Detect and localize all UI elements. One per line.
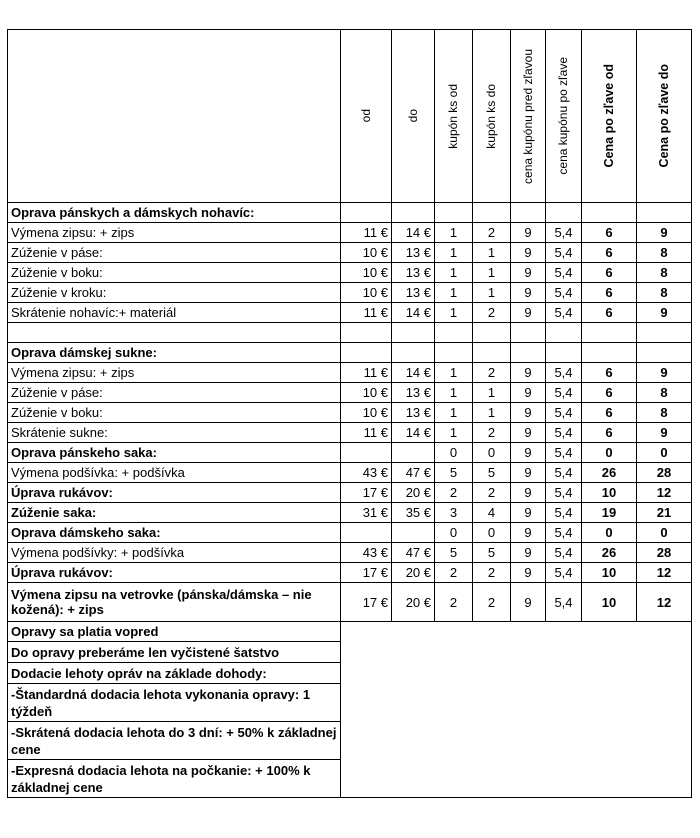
kupon-od: 5 bbox=[435, 543, 473, 563]
kupon-price-after: 5,4 bbox=[546, 523, 582, 543]
discount-price-do: 8 bbox=[637, 283, 692, 303]
kupon-do: 2 bbox=[473, 303, 511, 323]
price-table bbox=[7, 29, 692, 798]
discount-price-od: 6 bbox=[582, 383, 637, 403]
item-name: Oprava pánskeho saka: bbox=[8, 443, 341, 463]
kupon-price-after: 5,4 bbox=[546, 263, 582, 283]
discount-price-od bbox=[582, 203, 637, 223]
table-row bbox=[8, 263, 692, 283]
price-od: 10 € bbox=[341, 243, 392, 263]
item-name bbox=[8, 323, 341, 343]
kupon-price-before: 9 bbox=[511, 503, 546, 523]
kupon-od: 1 bbox=[435, 243, 473, 263]
discount-price-od: 6 bbox=[582, 223, 637, 243]
table-row bbox=[8, 323, 692, 343]
item-name: Výmena zipsu na vetrovke (pánska/dámska – nie kožená): + zips bbox=[8, 583, 341, 622]
price-do bbox=[392, 203, 435, 223]
price-od: 11 € bbox=[341, 303, 392, 323]
discount-price-do: 8 bbox=[637, 263, 692, 283]
kupon-price-after: 5,4 bbox=[546, 383, 582, 403]
price-od: 11 € bbox=[341, 363, 392, 383]
kupon-od: 1 bbox=[435, 363, 473, 383]
discount-price-do: 9 bbox=[637, 303, 692, 323]
price-od: 43 € bbox=[341, 543, 392, 563]
kupon-price-after: 5,4 bbox=[546, 583, 582, 622]
price-do bbox=[392, 343, 435, 363]
kupon-do: 2 bbox=[473, 483, 511, 503]
kupon-od: 1 bbox=[435, 303, 473, 323]
discount-price-od: 6 bbox=[582, 263, 637, 283]
kupon-do: 5 bbox=[473, 543, 511, 563]
kupon-do: 2 bbox=[473, 363, 511, 383]
discount-price-od bbox=[582, 323, 637, 343]
discount-price-do: 0 bbox=[637, 443, 692, 463]
kupon-do: 2 bbox=[473, 423, 511, 443]
discount-price-od: 6 bbox=[582, 423, 637, 443]
kupon-od: 5 bbox=[435, 463, 473, 483]
header-blank-cell bbox=[8, 30, 341, 203]
price-do: 47 € bbox=[392, 543, 435, 563]
kupon-do: 2 bbox=[473, 583, 511, 622]
discount-price-do: 12 bbox=[637, 583, 692, 622]
header-cena-po: cena kupónu po zľave bbox=[546, 30, 582, 203]
kupon-price-before: 9 bbox=[511, 543, 546, 563]
discount-price-od: 6 bbox=[582, 243, 637, 263]
kupon-price-after: 5,4 bbox=[546, 483, 582, 503]
notes-blank-area bbox=[341, 622, 692, 798]
item-name: Oprava pánskych a dámskych nohavíc: bbox=[8, 203, 341, 223]
price-table-body bbox=[8, 30, 692, 798]
item-name: Zúženie v páse: bbox=[8, 383, 341, 403]
kupon-od: 3 bbox=[435, 503, 473, 523]
price-do: 47 € bbox=[392, 463, 435, 483]
table-row bbox=[8, 303, 692, 323]
table-row bbox=[8, 223, 692, 243]
header-do: do bbox=[392, 30, 435, 203]
discount-price-do: 28 bbox=[637, 543, 692, 563]
kupon-do: 2 bbox=[473, 563, 511, 583]
price-od: 11 € bbox=[341, 423, 392, 443]
discount-price-od: 6 bbox=[582, 283, 637, 303]
table-row bbox=[8, 283, 692, 303]
table-row bbox=[8, 243, 692, 263]
kupon-price-after: 5,4 bbox=[546, 543, 582, 563]
note-text: Dodacie lehoty opráv na základe dohody: bbox=[8, 663, 341, 684]
discount-price-do bbox=[637, 343, 692, 363]
price-od bbox=[341, 323, 392, 343]
kupon-od: 2 bbox=[435, 583, 473, 622]
kupon-price-after: 5,4 bbox=[546, 563, 582, 583]
kupon-price-after: 5,4 bbox=[546, 303, 582, 323]
kupon-price-before bbox=[511, 203, 546, 223]
item-name: Úprava rukávov: bbox=[8, 483, 341, 503]
kupon-od: 1 bbox=[435, 263, 473, 283]
kupon-od bbox=[435, 323, 473, 343]
price-do: 14 € bbox=[392, 303, 435, 323]
kupon-price-before: 9 bbox=[511, 223, 546, 243]
note-row bbox=[8, 622, 692, 642]
item-name: Zúženie v boku: bbox=[8, 403, 341, 423]
header-kupon-do: kupón ks do bbox=[473, 30, 511, 203]
kupon-price-after: 5,4 bbox=[546, 243, 582, 263]
kupon-price-before bbox=[511, 343, 546, 363]
header-cena-pred: cena kupónu pred zľavou bbox=[511, 30, 546, 203]
discount-price-do bbox=[637, 323, 692, 343]
kupon-price-after bbox=[546, 203, 582, 223]
price-od: 43 € bbox=[341, 463, 392, 483]
price-do bbox=[392, 523, 435, 543]
item-name: Zúženie v kroku: bbox=[8, 283, 341, 303]
discount-price-do: 21 bbox=[637, 503, 692, 523]
table-row bbox=[8, 423, 692, 443]
price-od: 10 € bbox=[341, 403, 392, 423]
discount-price-od: 26 bbox=[582, 463, 637, 483]
discount-price-od: 6 bbox=[582, 363, 637, 383]
item-name: Skrátenie nohavíc:+ materiál bbox=[8, 303, 341, 323]
kupon-do: 1 bbox=[473, 383, 511, 403]
price-od: 17 € bbox=[341, 583, 392, 622]
item-name: Oprava dámskej sukne: bbox=[8, 343, 341, 363]
kupon-price-before: 9 bbox=[511, 403, 546, 423]
kupon-do: 1 bbox=[473, 403, 511, 423]
kupon-price-after bbox=[546, 343, 582, 363]
discount-price-od: 10 bbox=[582, 583, 637, 622]
discount-price-od: 6 bbox=[582, 303, 637, 323]
discount-price-do: 9 bbox=[637, 363, 692, 383]
discount-price-od bbox=[582, 343, 637, 363]
table-row bbox=[8, 343, 692, 363]
price-do: 13 € bbox=[392, 383, 435, 403]
header-od: od bbox=[341, 30, 392, 203]
price-do: 20 € bbox=[392, 583, 435, 622]
item-name: Zúženie v boku: bbox=[8, 263, 341, 283]
price-do: 13 € bbox=[392, 403, 435, 423]
kupon-do: 0 bbox=[473, 523, 511, 543]
price-do: 20 € bbox=[392, 483, 435, 503]
kupon-price-before: 9 bbox=[511, 463, 546, 483]
kupon-od: 1 bbox=[435, 383, 473, 403]
table-row bbox=[8, 463, 692, 483]
table-row bbox=[8, 583, 692, 622]
discount-price-od: 0 bbox=[582, 523, 637, 543]
kupon-price-before: 9 bbox=[511, 263, 546, 283]
discount-price-do: 9 bbox=[637, 423, 692, 443]
kupon-price-before: 9 bbox=[511, 243, 546, 263]
discount-price-do: 8 bbox=[637, 383, 692, 403]
kupon-price-after: 5,4 bbox=[546, 503, 582, 523]
price-do: 13 € bbox=[392, 263, 435, 283]
kupon-price-after: 5,4 bbox=[546, 423, 582, 443]
price-do: 13 € bbox=[392, 283, 435, 303]
discount-price-od: 6 bbox=[582, 403, 637, 423]
note-text: -Expresná dodacia lehota na počkanie: + 100% k základnej cene bbox=[8, 760, 341, 798]
price-od: 10 € bbox=[341, 283, 392, 303]
price-od bbox=[341, 523, 392, 543]
table-row bbox=[8, 543, 692, 563]
kupon-do bbox=[473, 343, 511, 363]
price-do bbox=[392, 443, 435, 463]
price-od: 17 € bbox=[341, 563, 392, 583]
price-od bbox=[341, 203, 392, 223]
note-text: Do opravy preberáme len vyčistené šatstvo bbox=[8, 642, 341, 663]
kupon-do: 4 bbox=[473, 503, 511, 523]
kupon-od: 0 bbox=[435, 523, 473, 543]
table-row bbox=[8, 403, 692, 423]
kupon-price-after: 5,4 bbox=[546, 223, 582, 243]
item-name: Výmena zipsu: + zips bbox=[8, 363, 341, 383]
kupon-do: 2 bbox=[473, 223, 511, 243]
price-do bbox=[392, 323, 435, 343]
kupon-od: 2 bbox=[435, 483, 473, 503]
discount-price-od: 10 bbox=[582, 483, 637, 503]
table-row bbox=[8, 503, 692, 523]
header-row bbox=[8, 30, 692, 203]
price-do: 35 € bbox=[392, 503, 435, 523]
price-do: 13 € bbox=[392, 243, 435, 263]
price-od bbox=[341, 343, 392, 363]
kupon-do: 5 bbox=[473, 463, 511, 483]
kupon-do bbox=[473, 203, 511, 223]
kupon-do: 1 bbox=[473, 243, 511, 263]
item-name: Zúženie v páse: bbox=[8, 243, 341, 263]
price-od: 10 € bbox=[341, 263, 392, 283]
discount-price-od: 0 bbox=[582, 443, 637, 463]
kupon-price-after: 5,4 bbox=[546, 463, 582, 483]
discount-price-od: 19 bbox=[582, 503, 637, 523]
item-name: Výmena zipsu: + zips bbox=[8, 223, 341, 243]
kupon-price-before: 9 bbox=[511, 483, 546, 503]
kupon-price-after: 5,4 bbox=[546, 443, 582, 463]
note-text: -Štandardná dodacia lehota vykonania opravy: 1 týždeň bbox=[8, 684, 341, 722]
kupon-price-before: 9 bbox=[511, 283, 546, 303]
discount-price-od: 10 bbox=[582, 563, 637, 583]
kupon-price-after: 5,4 bbox=[546, 283, 582, 303]
kupon-od: 0 bbox=[435, 443, 473, 463]
discount-price-do: 8 bbox=[637, 243, 692, 263]
header-kupon-od: kupón ks od bbox=[435, 30, 473, 203]
table-row bbox=[8, 563, 692, 583]
item-name: Výmena podšívka: + podšívka bbox=[8, 463, 341, 483]
discount-price-do: 9 bbox=[637, 223, 692, 243]
table-row bbox=[8, 523, 692, 543]
discount-price-do: 12 bbox=[637, 563, 692, 583]
price-do: 14 € bbox=[392, 223, 435, 243]
price-do: 14 € bbox=[392, 363, 435, 383]
note-text: -Skrátená dodacia lehota do 3 dní: + 50% k základnej cene bbox=[8, 722, 341, 760]
kupon-od: 2 bbox=[435, 563, 473, 583]
discount-price-do bbox=[637, 203, 692, 223]
table-row bbox=[8, 483, 692, 503]
kupon-od: 1 bbox=[435, 403, 473, 423]
price-od: 31 € bbox=[341, 503, 392, 523]
kupon-od: 1 bbox=[435, 283, 473, 303]
item-name: Skrátenie sukne: bbox=[8, 423, 341, 443]
kupon-od: 1 bbox=[435, 223, 473, 243]
kupon-do: 1 bbox=[473, 283, 511, 303]
kupon-price-before: 9 bbox=[511, 443, 546, 463]
kupon-price-before: 9 bbox=[511, 423, 546, 443]
kupon-price-before: 9 bbox=[511, 363, 546, 383]
kupon-price-before: 9 bbox=[511, 383, 546, 403]
item-name: Oprava dámskeho saka: bbox=[8, 523, 341, 543]
price-od bbox=[341, 443, 392, 463]
kupon-price-before: 9 bbox=[511, 523, 546, 543]
price-do: 14 € bbox=[392, 423, 435, 443]
kupon-od bbox=[435, 203, 473, 223]
kupon-od bbox=[435, 343, 473, 363]
kupon-do: 0 bbox=[473, 443, 511, 463]
header-cena-od: Cena po zľave od bbox=[582, 30, 637, 203]
discount-price-do: 12 bbox=[637, 483, 692, 503]
price-do: 20 € bbox=[392, 563, 435, 583]
kupon-do: 1 bbox=[473, 263, 511, 283]
discount-price-do: 8 bbox=[637, 403, 692, 423]
price-od: 10 € bbox=[341, 383, 392, 403]
item-name: Zúženie saka: bbox=[8, 503, 341, 523]
price-od: 17 € bbox=[341, 483, 392, 503]
item-name: Výmena podšívky: + podšívka bbox=[8, 543, 341, 563]
note-text: Opravy sa platia vopred bbox=[8, 622, 341, 642]
table-row bbox=[8, 443, 692, 463]
kupon-od: 1 bbox=[435, 423, 473, 443]
table-row bbox=[8, 383, 692, 403]
discount-price-do: 0 bbox=[637, 523, 692, 543]
kupon-price-before: 9 bbox=[511, 583, 546, 622]
kupon-price-after: 5,4 bbox=[546, 363, 582, 383]
kupon-do bbox=[473, 323, 511, 343]
kupon-price-after: 5,4 bbox=[546, 403, 582, 423]
header-cena-do: Cena po zľave do bbox=[637, 30, 692, 203]
discount-price-od: 26 bbox=[582, 543, 637, 563]
kupon-price-before: 9 bbox=[511, 303, 546, 323]
kupon-price-after bbox=[546, 323, 582, 343]
table-row bbox=[8, 203, 692, 223]
table-row bbox=[8, 363, 692, 383]
price-od: 11 € bbox=[341, 223, 392, 243]
kupon-price-before bbox=[511, 323, 546, 343]
discount-price-do: 28 bbox=[637, 463, 692, 483]
item-name: Úprava rukávov: bbox=[8, 563, 341, 583]
kupon-price-before: 9 bbox=[511, 563, 546, 583]
